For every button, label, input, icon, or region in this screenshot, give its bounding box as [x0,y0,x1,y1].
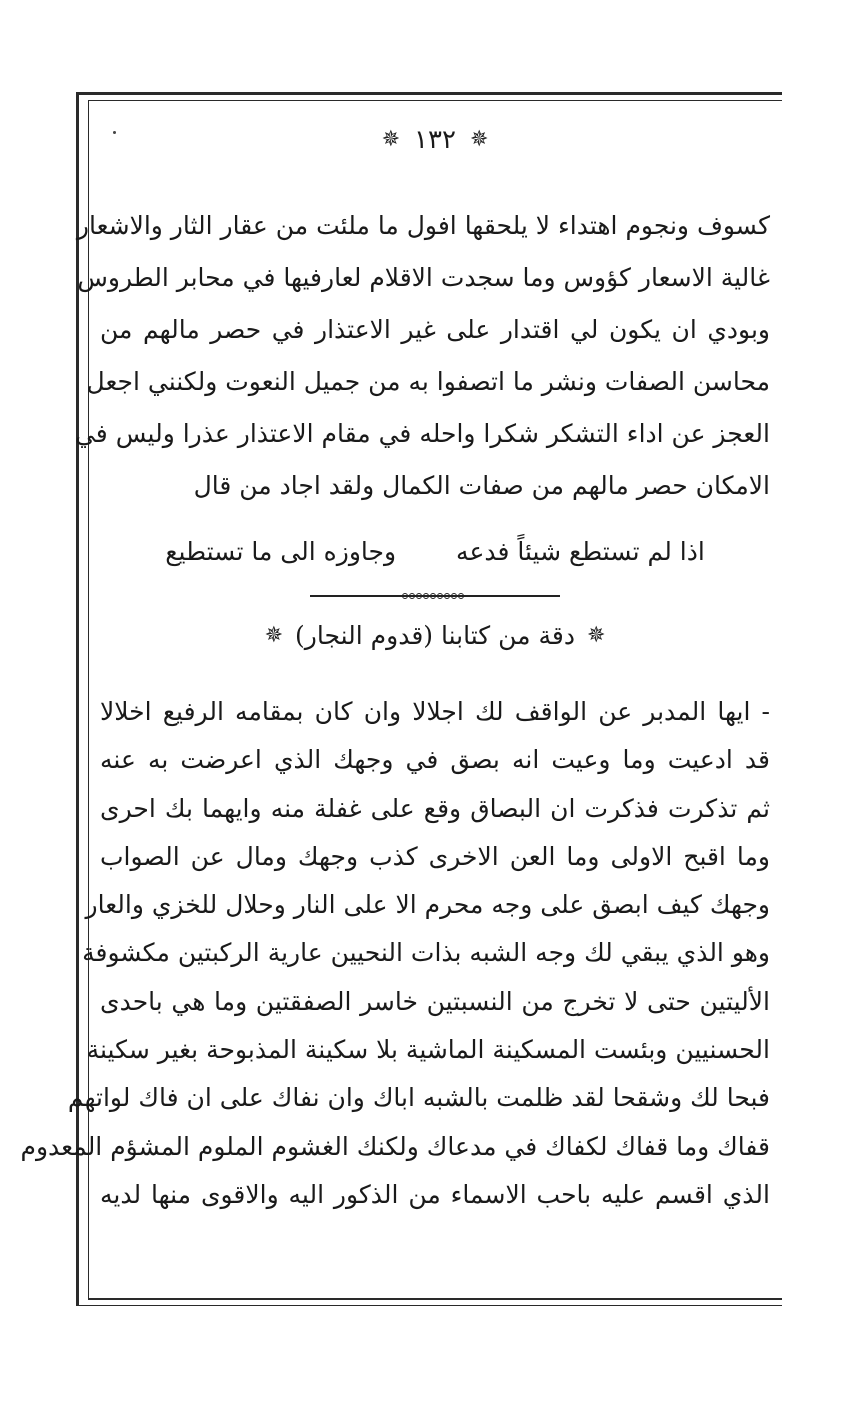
page-content [20,108,770,1293]
text-line: وجهك كيف ابصق على وجه محرم الا على النار وحلال للخزي والعار [85,890,770,920]
ornament-right-icon: ✵ [469,127,489,152]
text-line: وما اقبح الاولى وما العن الاخرى كذب وجهك ومال عن الصواب [100,841,770,871]
text-line: محاسن الصفات ونشر ما اتصفوا به من جميل النعوت ولكنني اجعل [86,367,770,396]
section-title: دقة من كتابنا (قدوم النجار) [295,621,575,650]
paragraph-1 [74,200,770,512]
paragraph-2 [20,688,770,1219]
text-line: الامكان حصر مالهم من صفات الكمال ولقد اجاد من قال [193,471,770,500]
text-line: كسوف ونجوم اهتداء لا يلحقها افول ما ملئت من عقار الثار والاشعار [76,211,770,240]
text-line: ثم تذكرت فذكرت ان البصاق وقع على غفلة منه وايهما بك احرى [100,793,770,823]
text-line: العجز عن اداء التشكر شكرا واحله في مقام الاعتذار عذرا وليس في [74,419,770,448]
verse-hemistich-left: وجاوزه الى ما تستطيع [165,537,397,566]
ornament-right-icon: ✵ [586,623,606,648]
ornament-left-icon: ✵ [264,623,284,648]
page-header [100,120,770,160]
text-line: - ايها المدبر عن الواقف لك اجلالا وان كان بمقامه الرفيع اخلالا [100,697,770,726]
text-line: قد ادعيت وما وعيت انه بصق في وجهك الذي اعرضت به عنه [100,745,770,775]
text-line: قفاك وما قفاك لكفاك في مدعاك ولكنك الغشوم الملوم المشؤم المعدوم [20,1131,770,1161]
text-line: فبحا لك وشقحا لقد ظلمت بالشبه اباك وان نفاك على ان فاك لواتهم [67,1083,770,1113]
section-heading [100,613,770,659]
text-line: الذي اقسم عليه باحب الاسماء من الذكور اليه والاقوى منها لديه [100,1179,770,1209]
text-line: الأليتين حتى لا تخرج من النسبتين خاسر الصفقتين وما هي باحدى [100,986,770,1016]
page-number: ١٣٢ [414,125,456,155]
text-line: وهو الذي يبقي لك وجه الشبه بذات النحيين عارية الركبتين مكشوفة [82,938,770,968]
ornament-left-icon: ✵ [381,127,401,152]
text-line: الحسنيين وبئست المسكينة الماشية بلا سكينة المذبوحة بغير سكينة [86,1035,770,1065]
text-line: غالية الاسعار كؤوس وما سجدت الاقلام لعارفيها في محابر الطروس [77,263,770,292]
poem-verse [100,526,770,578]
section-divider [310,592,560,600]
verse-hemistich-right: اذا لم تستطع شيئاً فدعه [456,537,705,566]
text-line: وبودي ان يكون لي اقتدار على غير الاعتذار في حصر مالهم من [100,315,770,344]
